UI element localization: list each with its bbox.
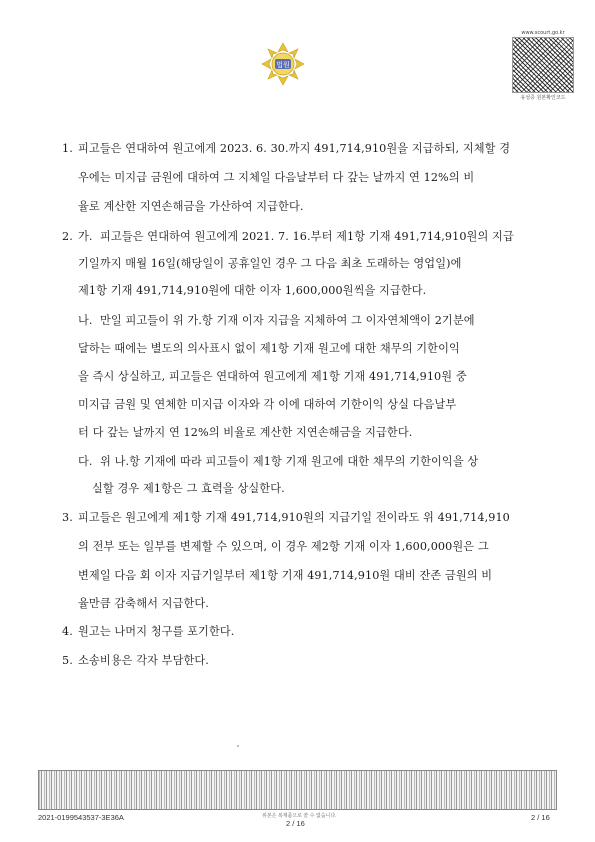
item-2b-line-1: 만일 피고들이 위 가.항 기재 이자 지급을 지체하여 그 이자연체액이 2기분에 [100, 314, 475, 327]
qr-url: www.scourt.go.kr [521, 30, 565, 36]
item-number: 2. [62, 230, 73, 243]
item-3-line-1: 피고들은 원고에게 제1항 기재 491,714,910원의 지급기일 전이라도 위 491,714,910 [78, 511, 510, 524]
item-1-line-3: 율로 계산한 지연손해금을 가산하여 지급한다. [78, 200, 304, 213]
item-2a-line-2: 기일까지 매월 16일(해당일이 공휴일인 경우 그 다음 최초 도래하는 영업일)에 [78, 257, 462, 270]
emblem-text: 법원 [276, 61, 290, 69]
item-2c-line-2: 실할 경우 제1항은 그 효력을 상실한다. [92, 482, 285, 495]
security-barcode-band [38, 770, 557, 810]
item-2b-line-3: 을 즉시 상실하고, 피고들은 연대하여 원고에게 제1항 기재 491,714,910원 중 [78, 370, 467, 383]
item-3-line-4: 율만큼 감축해서 지급한다. [78, 597, 209, 610]
scan-speck [237, 745, 239, 747]
item-2a-line-1: 피고들은 연대하여 원고에게 2021. 7. 16.부터 제1항 기재 491,714,910원의 지급 [100, 230, 514, 243]
item-1-line-1: 피고들은 연대하여 원고에게 2023. 6. 30.까지 491,714,910원을 지급하되, 지체할 경 [78, 142, 511, 155]
subitem-marker: 나. [78, 314, 93, 327]
item-4-line-1: 원고는 나머지 청구를 포기한다. [78, 625, 235, 638]
item-number: 3. [62, 511, 73, 524]
item-3-line-3: 변제일 다음 회 이자 지급기일부터 제1항 기재 491,714,910원 대비 잔존 금원의 비 [78, 569, 493, 582]
item-2c-line-1: 위 나.항 기재에 따라 피고들이 제1항 기재 원고에 대한 채무의 기한이익을 상 [100, 455, 479, 468]
item-5-line-1: 소송비용은 각자 부담한다. [78, 654, 209, 667]
item-number: 5. [62, 654, 73, 667]
subitem-marker: 다. [78, 455, 93, 468]
item-number: 1. [62, 142, 73, 155]
page-number-center: 2 / 16 [286, 819, 305, 828]
page-number-right: 2 / 16 [531, 813, 550, 822]
item-2a-line-3: 제1항 기재 491,714,910원에 대한 이자 1,600,000원씩을 지급한다. [78, 284, 427, 297]
qr-label: 유성증 원본확인코드 [520, 95, 566, 101]
copy-notice: 위본은 복제품으로 쓸 수 없습니다. [262, 813, 337, 819]
item-1-line-2: 우에는 미지급 금원에 대하여 그 지체일 다음날부터 다 갚는 날까지 연 12%의 비 [78, 171, 475, 184]
subitem-marker: 가. [78, 230, 93, 243]
item-2b-line-5: 터 다 갚는 날까지 연 12%의 비율로 계산한 지연손해금을 지급한다. [78, 426, 413, 439]
item-number: 4. [62, 625, 73, 638]
item-3-line-2: 의 전부 또는 일부를 변제할 수 있으며, 이 경우 제2항 기재 이자 1,600,000원은 그 [78, 540, 489, 553]
document-id: 2021-0199543537-3E36A [38, 813, 124, 822]
item-2b-line-4: 미지급 금원 및 연체한 미지급 이자와 각 이에 대하여 기한이익 상실 다음날부 [78, 398, 457, 411]
item-2b-line-2: 달하는 때에는 별도의 의사표시 없이 제1항 기재 원고에 대한 채무의 기한이익 [78, 342, 460, 355]
